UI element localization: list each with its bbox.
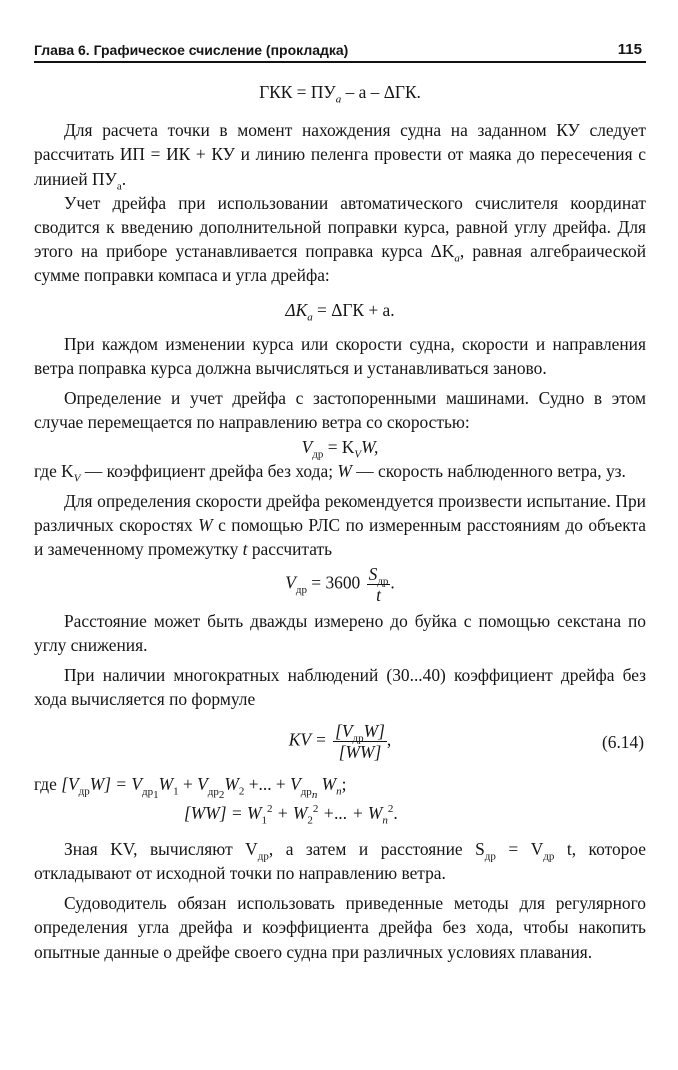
page-header	[34, 37, 646, 63]
paragraph-stopped-engines: Определение и учет дрейфа с застопоренными машинами. Судно в этом случае перемещается по направлению ветра со скоростью:	[34, 388, 646, 433]
formula-delta-k: $\Delta K_a = \Delta ГК + a$.	[285, 299, 395, 324]
paragraph-test: Для определения скорости дрейфа рекомендуется произвести испытание. При различных скоростях W с помощью РЛС по измеренным расстояниям до объекта и замеченному промежутку t рассчитать	[34, 491, 647, 560]
formula-ww-definition: $[WW] = W_1^2 + W_2^2$ +... + $W_n^2$.	[184, 802, 398, 827]
paragraph-drift-autocounter: Учет дрейфа при использовании автоматического счислителя координат сводится к введению дополнительной поправки курса, равной углу дрейфа. Для этого на приборе устанавливается поправка курса $\Delta K_a$, равная алгебраической сумме поправки компаса и угла дрейфа:	[34, 192, 647, 286]
formula-kv: KV = $\frac{[V_{др}W]}{[WW]}$ ,	[288, 721, 392, 763]
formula-v-drift: $V_{др} = K_VW$,	[301, 436, 379, 461]
formula-v-3600: $V_{др} = 3600$ $\frac{S_{др}}{t}$ .	[285, 563, 395, 605]
paragraph-navigator-duty: Судоводитель обязан использовать приведенные методы для регулярного определения угла дрейфа и коэффициента дрейфа без хода, чтобы накопить опытные данные о дрейфе своего судна при различных условиях плавания.	[34, 893, 646, 962]
equation-number: (6.14)	[601, 731, 644, 752]
paragraph-course-change: При каждом изменении курса или скорости судна, скорости и направления ветра поправка курса должна вычисляться и устанавливаться заново.	[34, 333, 646, 379]
formula-kv-block	[34, 721, 646, 762]
chapter-title: Глава 6. Графическое счисление (прокладка)	[34, 42, 349, 58]
page-number: 115	[617, 41, 642, 58]
page-body	[34, 80, 646, 964]
formula-gkk: ГКК = $ПУ_a$ – a – ΔГК.	[259, 82, 421, 106]
paragraph-knowing-kv: Зная KV, вычисляют $V_{др}$, а затем и расстояние $S_{др} = V_{др}$ t, которое откладывают от исходной точки по направлению ветра.	[34, 838, 646, 884]
paragraph-buoy: Расстояние может быть дважды измерено до буйка с помощью секстана по углу снижения.	[34, 610, 646, 655]
formula-vdrw-definition: где $[V_{др}W] = V_{др_1}W_1 + V_{др_2}W_2$ +... + $V_{др_n}$ $W_n$;	[34, 774, 347, 802]
paragraph-bearing: Для расчета точки в момент нахождения судна на заданном КУ следует рассчитать ИП = ИК + КУ и линию пеленга провести от маяка до пересечения с линией $ПУ_a$.	[34, 120, 646, 193]
paragraph-multiple-observations: При наличии многократных наблюдений (30...40) коэффициент дрейфа без хода вычисляется по формуле	[34, 665, 646, 710]
paragraph-where-kv: где $K_V$ — коэффициент дрейфа без хода; W — скорость наблюденного ветра, уз.	[34, 460, 626, 485]
